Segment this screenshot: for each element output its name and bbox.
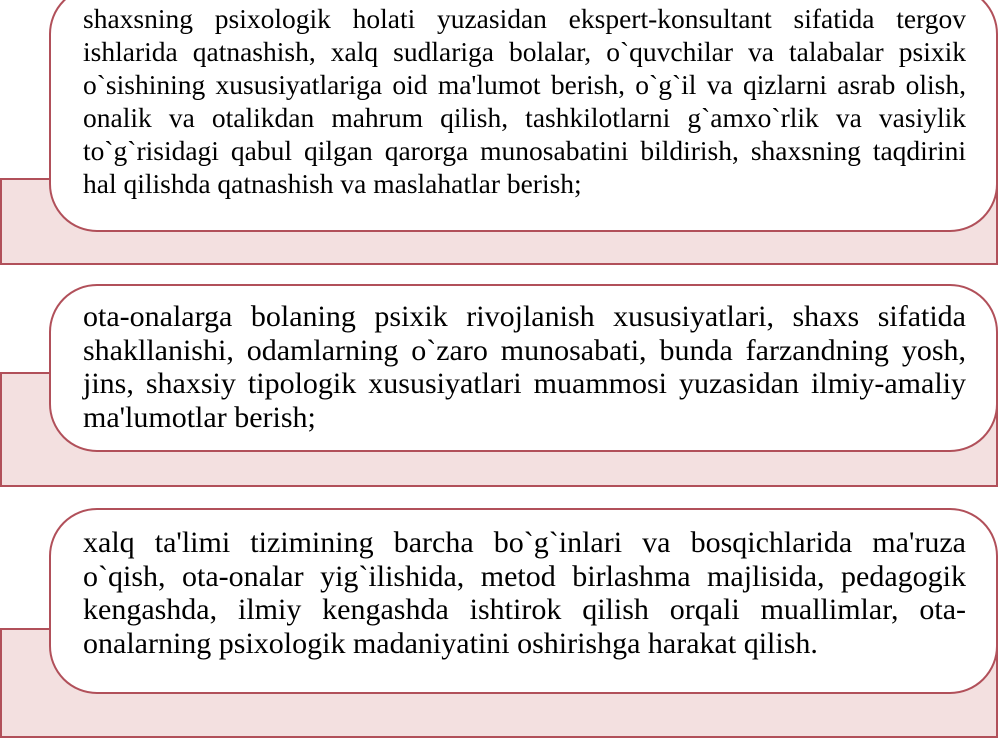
- card-2-text: ota-onalarga bolaning psixik rivojlanish xususiyatlari, shaxs sifatida shakllanishi, odamlarning o`zaro munosabati, bunda farzandning yosh, jins, shaxsiy tipologik xususiyatlari muammosi yuzasidan ilmiy-amaliy ma'lumotlar berish;: [83, 300, 966, 434]
- card-3-text: xalq ta'limi tizimining barcha bo`g`inlari va bosqichlarida ma'ruza o`qish, ota-onalar yig`ilishida, metod birlashma majlisida, pedagogik kengashda, ilmiy kengashda ishtirok qilish orqali muallimlar, ota-onalarning psixologik madaniyatini oshirishga harakat qilish.: [83, 526, 966, 660]
- text-card-3: [49, 508, 998, 694]
- text-card-2: [49, 284, 998, 452]
- text-card-1: [49, 0, 998, 232]
- card-1-text: shaxsning psixologik holati yuzasidan ekspert-konsultant sifatida tergov ishlarida qatnashish, xalq sudlariga bolalar, o`quvchilar va talabalar psixik o`sishining xususiyatlariga oid ma'lumot berish, o`g`il va qizlarni asrab olish, onalik va otalikdan mahrum qilish, tashkilotlarni g`amxo`rlik va vasiylik to`g`risidagi qabul qilgan qarorga munosabatini bildirish, shaxsning taqdirini hal qilishda qatnashish va maslahatlar berish;: [83, 3, 966, 199]
